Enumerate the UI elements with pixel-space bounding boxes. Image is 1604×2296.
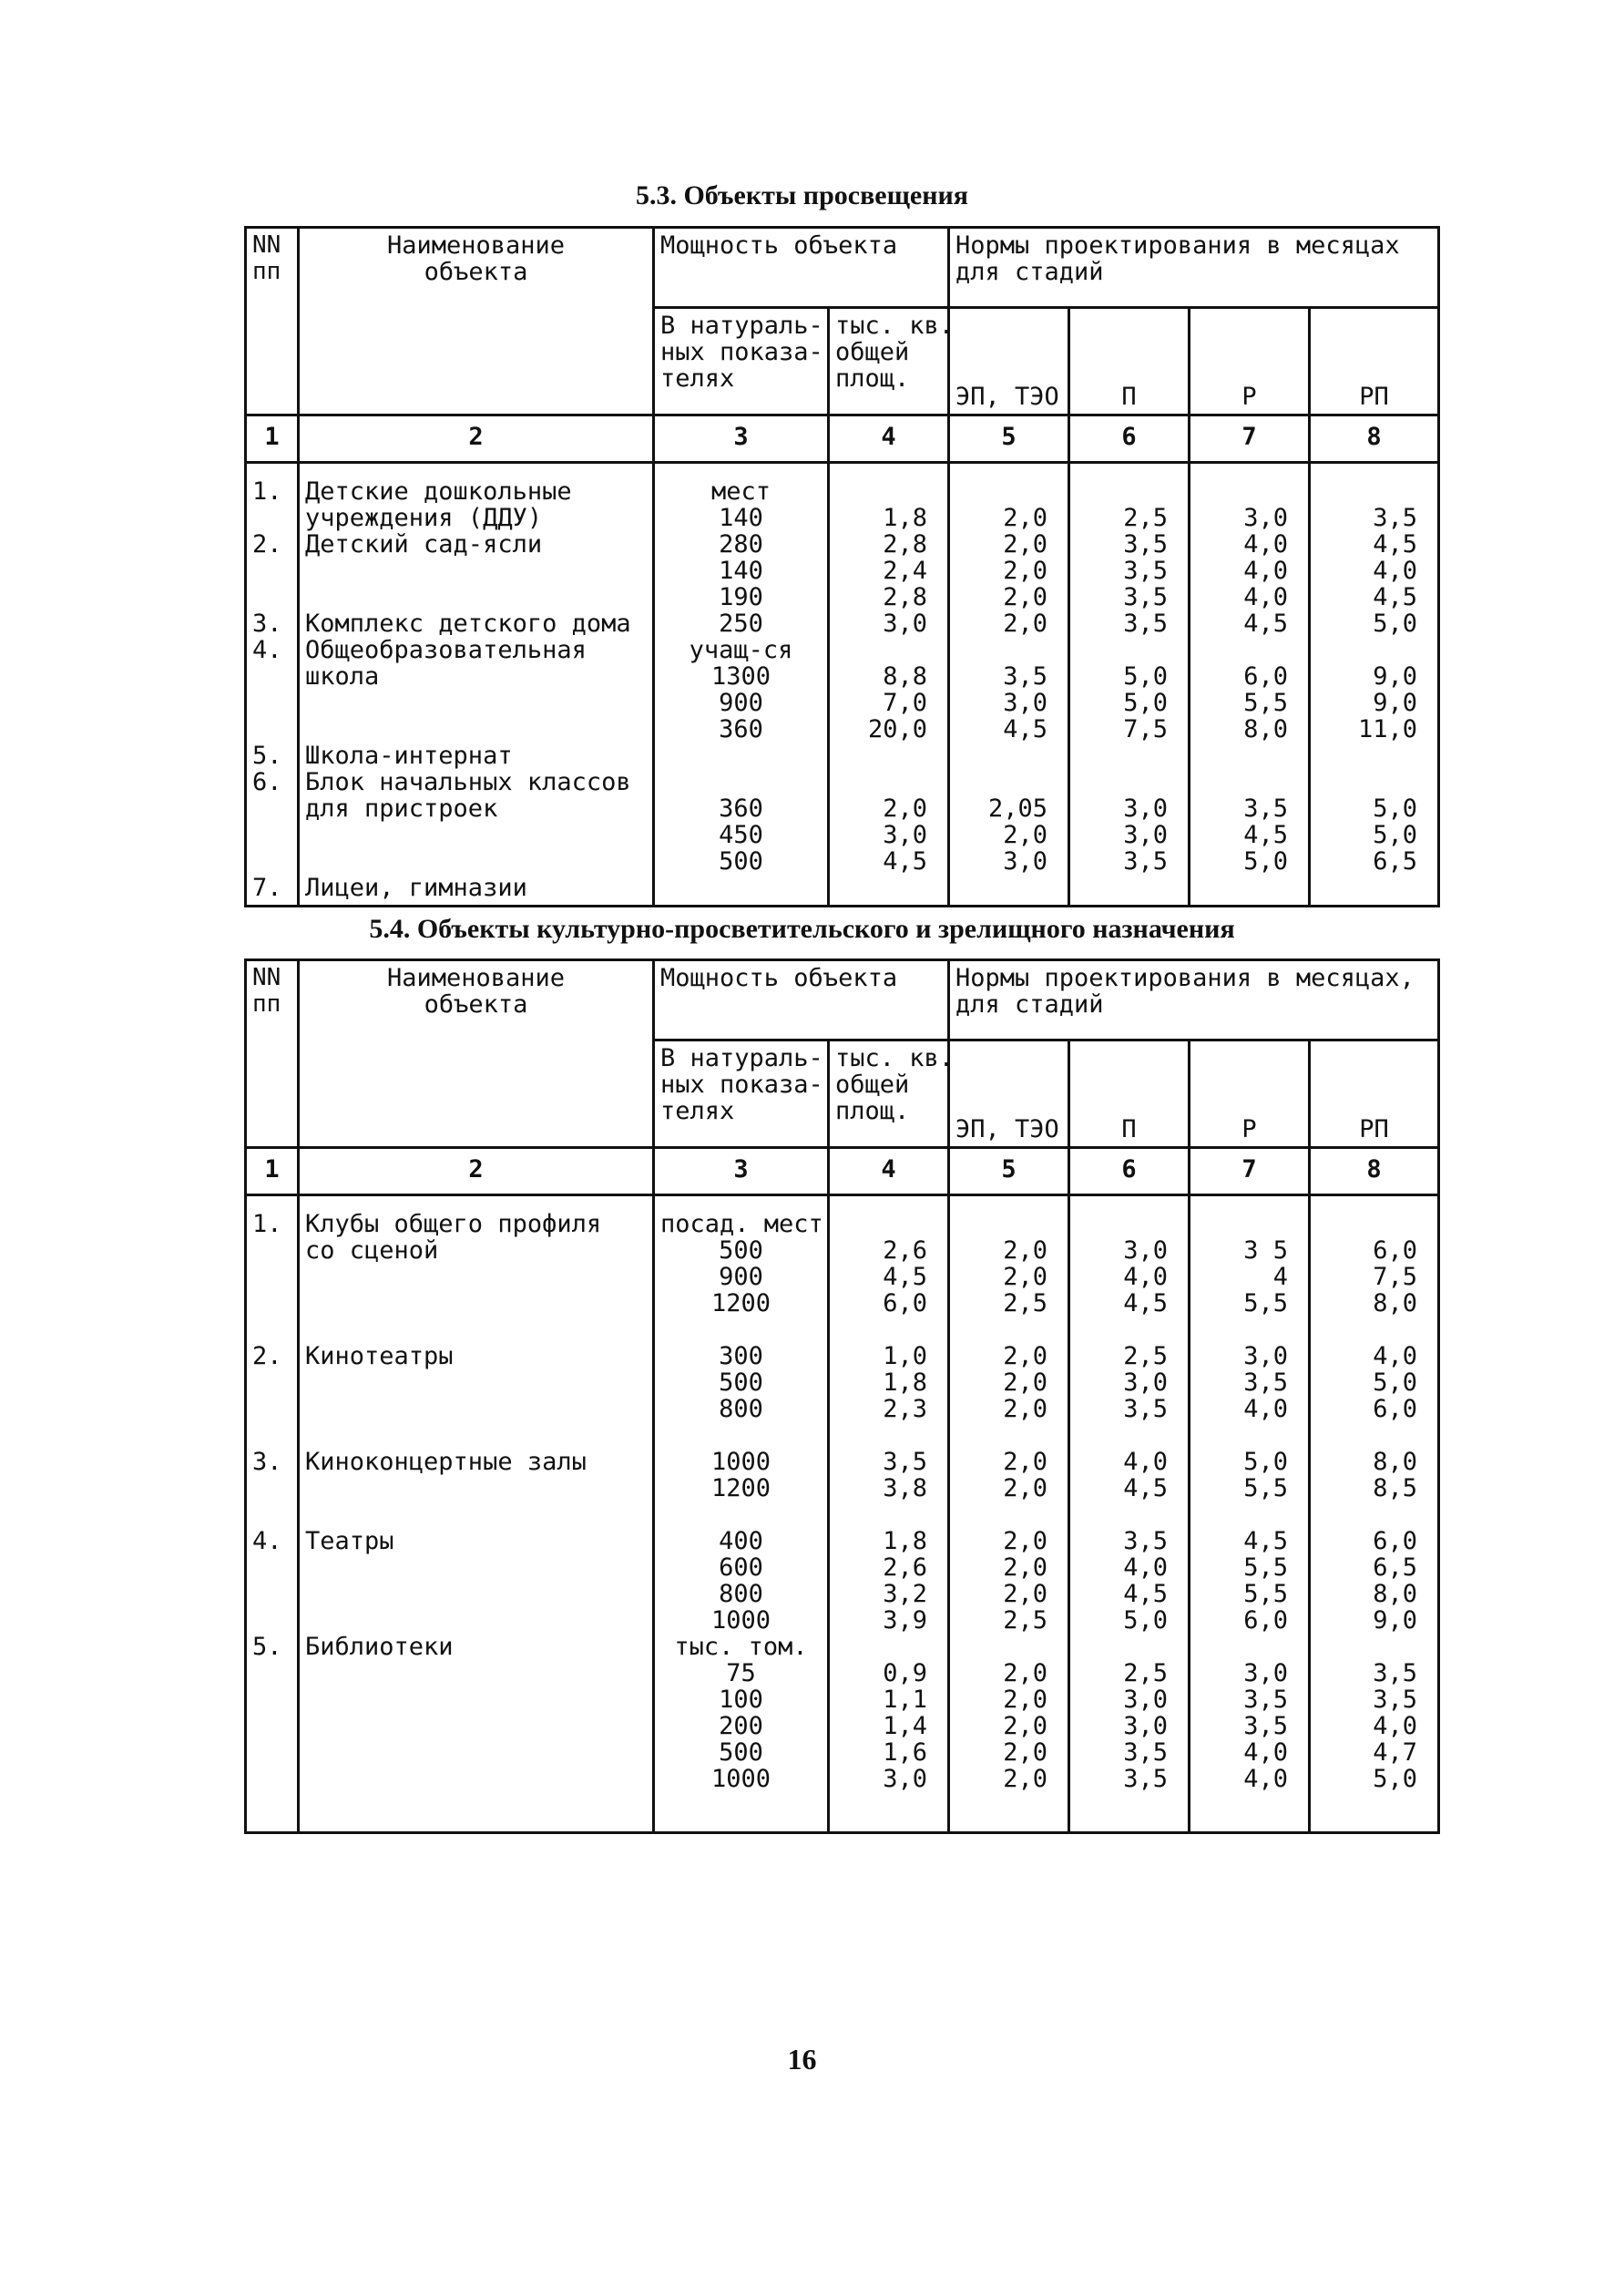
col-number: 4 [829, 415, 949, 463]
col-number: 8 [1310, 415, 1439, 463]
row-numbers: 1. 2. 3. 4. 5. 6. 7. [246, 463, 299, 907]
col-number: 2 [299, 415, 654, 463]
header-stage-ep: ЭП, ТЭО [949, 308, 1069, 415]
section-title-5-3: 5.3. Объекты просвещения [635, 180, 969, 210]
r-values: 3 5 4 5,5 3,0 3,5 4,0 5,0 5,5 4,5 5,5 5,5 6,0 3,0 3,5 3,5 4,0 4,0 [1190, 1195, 1310, 1833]
header-area: тыс. кв. общей площ. [829, 1040, 949, 1148]
natural-values: мест 140 280 140 190 250 учащ-ся 1300 900 360 360 450 500 [654, 463, 829, 907]
header-stage-rp: РП [1310, 308, 1439, 415]
natural-values: посад. мест 500 900 1200 300 500 800 1000 1200 400 600 800 1000 тыс. том. 75 100 200 500 1000 [654, 1195, 829, 1833]
col-number: 1 [246, 1148, 299, 1195]
col-number: 5 [949, 1148, 1069, 1195]
header-stage-p: П [1069, 308, 1190, 415]
col-number: 6 [1069, 1148, 1190, 1195]
col-number: 1 [246, 415, 299, 463]
header-stage-r: Р [1190, 308, 1310, 415]
col-number: 7 [1190, 1148, 1310, 1195]
p-values: 2,5 3,5 3,5 3,5 3,5 5,0 5,0 7,5 3,0 3,0 3,5 [1069, 463, 1190, 907]
header-stage-ep: ЭП, ТЭО [949, 1040, 1069, 1148]
table-cultural-objects [244, 958, 1440, 1834]
header-nn: NN пп [246, 960, 299, 1148]
ep-values: 2,0 2,0 2,5 2,0 2,0 2,0 2,0 2,0 2,0 2,0 2,0 2,5 2,0 2,0 2,0 2,0 2,0 [949, 1195, 1069, 1833]
p-values: 3,0 4,0 4,5 2,5 3,0 3,5 4,0 4,5 3,5 4,0 4,5 5,0 2,5 3,0 3,0 3,5 3,5 [1069, 1195, 1190, 1833]
header-capacity: Мощность объекта [654, 960, 949, 1040]
table-education-objects [244, 226, 1440, 907]
object-names: Детские дошкольные учреждения (ДДУ) Детский сад-ясли Комплекс детского дома Общеобразовательная школа Школа-интернат Блок начальных классов для пристроек Лицеи, гимназии [299, 463, 654, 907]
col-number: 6 [1069, 415, 1190, 463]
col-number: 7 [1190, 415, 1310, 463]
page-number: 16 [787, 2043, 817, 2076]
col-number: 3 [654, 1148, 829, 1195]
header-natural: В натураль- ных показа- телях [654, 308, 829, 415]
header-stage-r: Р [1190, 1040, 1310, 1148]
header-area: тыс. кв. общей площ. [829, 308, 949, 415]
section-title-5-4: 5.4. Объекты культурно-просветительского и зрелищного назначения [369, 914, 1235, 944]
header-nn: NN пп [246, 228, 299, 415]
col-number: 4 [829, 1148, 949, 1195]
header-name: Наименование объекта [299, 228, 654, 415]
header-stage-p: П [1069, 1040, 1190, 1148]
rp-values: 6,0 7,5 8,0 4,0 5,0 6,0 8,0 8,5 6,0 6,5 8,0 9,0 3,5 3,5 4,0 4,7 5,0 [1310, 1195, 1439, 1833]
header-capacity: Мощность объекта [654, 228, 949, 308]
area-values: 2,6 4,5 6,0 1,0 1,8 2,3 3,5 3,8 1,8 2,6 3,2 3,9 0,9 1,1 1,4 1,6 3,0 [829, 1195, 949, 1833]
header-norms: Нормы проектирования в месяцах, для стадий [949, 960, 1439, 1040]
rp-values: 3,5 4,5 4,0 4,5 5,0 9,0 9,0 11,0 5,0 5,0 6,5 [1310, 463, 1439, 907]
object-names: Клубы общего профиля со сценой Кинотеатры Киноконцертные залы Театры Библиотеки [299, 1195, 654, 1833]
col-number: 5 [949, 415, 1069, 463]
col-number: 3 [654, 415, 829, 463]
area-values: 1,8 2,8 2,4 2,8 3,0 8,8 7,0 20,0 2,0 3,0 4,5 [829, 463, 949, 907]
r-values: 3,0 4,0 4,0 4,0 4,5 6,0 5,5 8,0 3,5 4,5 5,0 [1190, 463, 1310, 907]
col-number: 8 [1310, 1148, 1439, 1195]
header-name: Наименование объекта [299, 960, 654, 1148]
header-norms: Нормы проектирования в месяцах для стадий [949, 228, 1439, 308]
row-numbers: 1. 2. 3. 4. 5. [246, 1195, 299, 1833]
ep-values: 2,0 2,0 2,0 2,0 2,0 3,5 3,0 4,5 2,05 2,0 3,0 [949, 463, 1069, 907]
header-natural: В натураль- ных показа- телях [654, 1040, 829, 1148]
header-stage-rp: РП [1310, 1040, 1439, 1148]
col-number: 2 [299, 1148, 654, 1195]
